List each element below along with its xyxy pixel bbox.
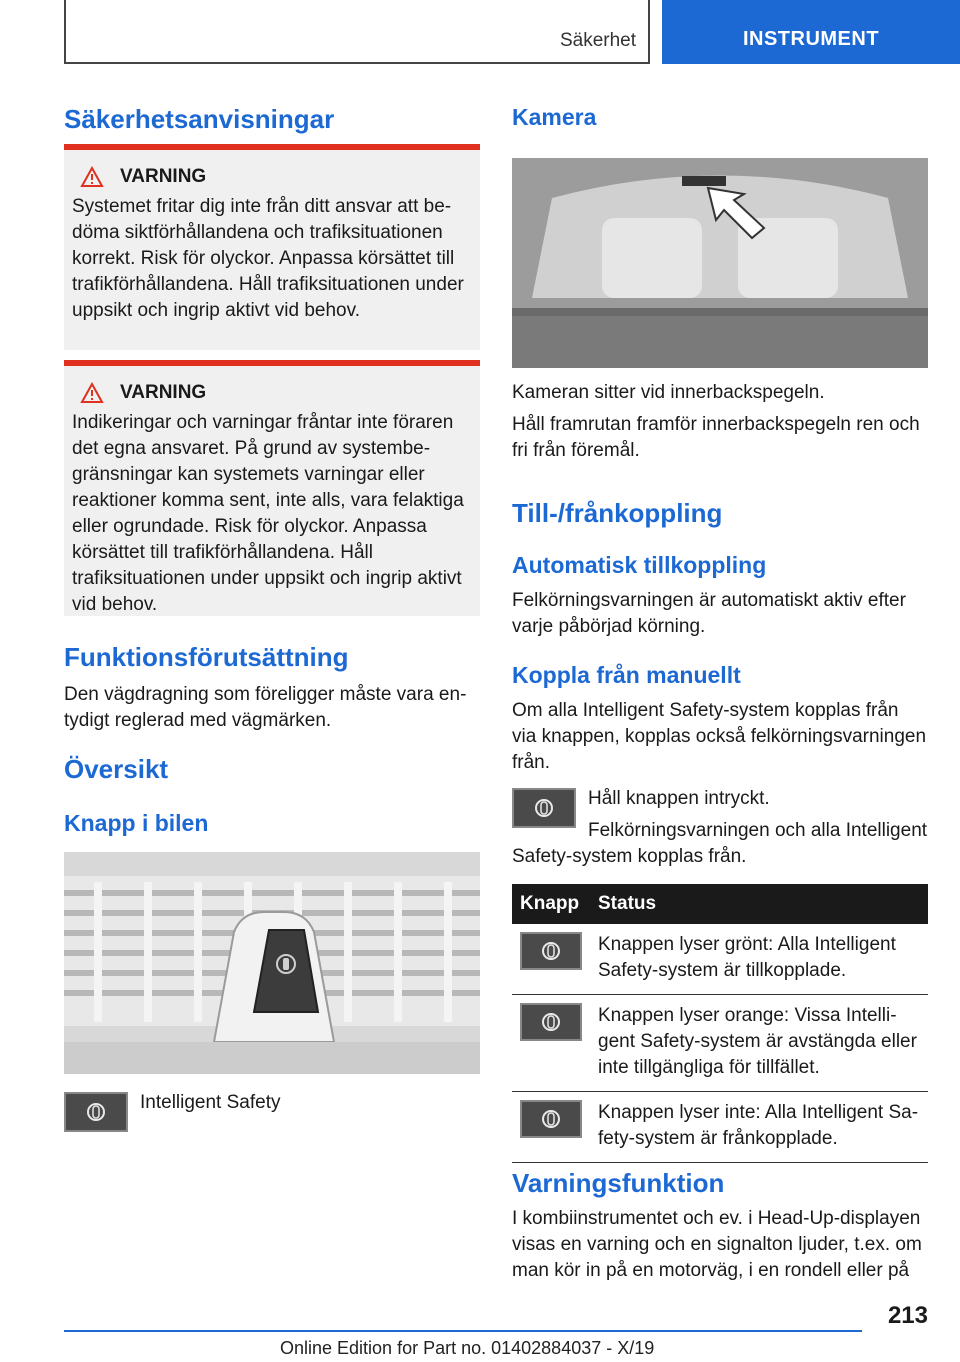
heading-auto-on: Automatisk tillkoppling <box>512 552 767 578</box>
page-number: 213 <box>887 1302 928 1329</box>
heading-warning-function: Varningsfunktion <box>512 1168 725 1198</box>
camera-text-1: Kameran sitter vid innerbackspegeln. <box>512 382 825 403</box>
col-header-status: Status <box>590 884 928 924</box>
intelligent-safety-icon <box>520 932 582 970</box>
warning-function-text: I kombiinstrumentet och ev. i Head-Up-displayen visas en varning och en signalton ljuder, t.ex. om man kör in på en motorväg, i en rondell eller på <box>512 1208 922 1281</box>
header-section: Säkerhet <box>559 30 636 51</box>
section-title: Säkerhetsanvisningar <box>64 104 335 134</box>
status-table <box>512 884 928 1163</box>
camera-text-2: Håll framrutan framför innerbackspegeln ren och fri från föremål. <box>512 414 920 461</box>
warning-title: VARNING <box>120 382 207 403</box>
camera-photo <box>512 158 928 368</box>
intelligent-safety-icon <box>520 1003 582 1041</box>
warning-text: Systemet fritar dig inte från ditt ansvar att bedöma siktförhållandena och trafiksituationen korrekt. Risk för olyckor. Anpassa körsättet till trafikförhållandena. Håll trafiksituationen under uppsikt och ingrip aktivt vid behov. <box>72 196 464 321</box>
hold-text: Håll knappen intryckt. <box>588 788 770 809</box>
intelligent-safety-icon <box>64 1092 128 1132</box>
warning-box-1 <box>64 144 480 350</box>
heading-manual-off: Koppla från manuellt <box>512 662 741 688</box>
heading-camera: Kamera <box>512 104 597 130</box>
button-caption: Intelligent Safety <box>140 1092 281 1113</box>
intelligent-safety-icon <box>520 1100 582 1138</box>
heading-button-in-car: Knapp i bilen <box>64 810 209 836</box>
footer-edition: Online Edition for Part no. 01402884037 - X/19 <box>280 1338 655 1358</box>
status-cell: Knappen lyser orange: Vissa Intelligent Safety-system är avstängda eller inte tillgängliga för tillfället. <box>590 995 928 1092</box>
heading-toggle: Till-/frånkoppling <box>512 498 723 528</box>
header-tab: INSTRUMENT <box>662 0 960 64</box>
warning-triangle-icon <box>80 382 104 404</box>
hold-result: Felkörningsvarningen och alla Intelligent Safety-system kopplas från. <box>512 820 928 867</box>
button-photo <box>64 852 480 1074</box>
warning-box-2 <box>64 360 480 616</box>
func-text: Den vägdragning som föreligger måste vara entydigt reglerad med vägmärken. <box>64 684 467 731</box>
auto-text: Felkörningsvarningen är automatiskt aktiv efter varje påbörjad körning. <box>512 590 906 637</box>
manual-text: Om alla Intelligent Safety-system kopplas från via knappen, kopplas också felkörningsvarningen från. <box>512 700 927 773</box>
heading-overview: Översikt <box>64 754 169 784</box>
footer-divider <box>64 1330 862 1332</box>
table-row <box>512 995 928 1092</box>
status-cell: Knappen lyser inte: Alla Intelligent Safety-system är frånkopplade. <box>590 1092 928 1163</box>
warning-title: VARNING <box>120 166 207 187</box>
heading-functional-requirement: Funktionsförutsättning <box>64 642 349 672</box>
table-row <box>512 924 928 995</box>
col-header-button: Knapp <box>512 884 590 924</box>
warning-triangle-icon <box>80 166 104 188</box>
table-row <box>512 1092 928 1163</box>
status-cell: Knappen lyser grönt: Alla Intelligent Safety-system är tillkopplade. <box>590 924 928 995</box>
warning-text: Indikeringar och varningar fråntar inte föraren det egna ansvaret. På grund av systembegränsningar kan systemets varningar eller reaktioner komma sent, inte alls, vara felaktiga eller ogrundade. Risk för olyckor. Anpassa körsättet till trafikförhållandena. Håll trafiksituationen under uppsikt och ingrip aktivt vid behov. <box>72 412 464 615</box>
